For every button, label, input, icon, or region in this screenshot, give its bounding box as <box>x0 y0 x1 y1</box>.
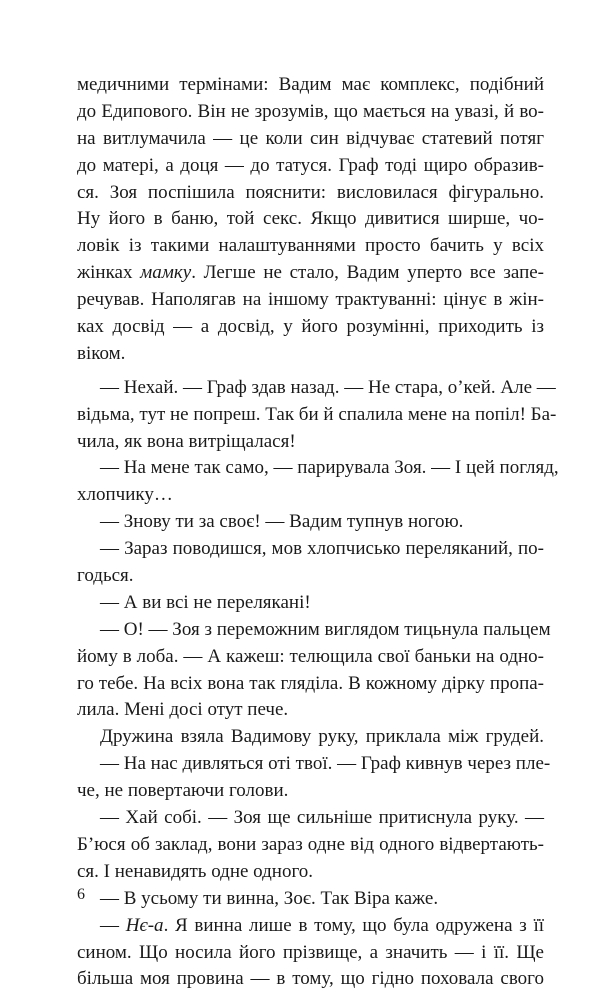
text-line: віком. <box>77 342 126 364</box>
text-line: ках досвід — а досвід, у його розумінні, приходить із <box>77 316 544 338</box>
text-line <box>77 233 544 260</box>
text-line: до Едипового. Він не зрозумів, що мається на увазі, й во- <box>77 100 544 122</box>
text-line <box>77 913 544 940</box>
text-line: годься. <box>77 565 134 587</box>
text-line: сином. Що носила його прізвище, а значить — і її. Ще <box>77 941 544 963</box>
text-line: — А ви всі не перелякані! <box>100 591 311 613</box>
text-line: чила, як вона витріщалася! <box>77 430 296 452</box>
text-run: ловік із такими налаштуваннями просто бачить у всіх <box>77 235 544 257</box>
emphasis-text: Нє-а <box>125 914 164 936</box>
text-run: . Я винна лише в тому, що була одружена з її <box>163 914 545 936</box>
text-run: . Легше не стало, Вадим уперто все запе- <box>191 262 545 284</box>
text-line: — Хай собі. — Зоя ще сильніше притиснула руку. — <box>100 807 544 829</box>
body-text <box>77 72 559 993</box>
text-line: Б’юся об заклад, вони зараз одне від одного відвертають- <box>77 833 544 855</box>
text-line: — На мене так само, — парирувала Зоя. — І цей погляд, <box>100 457 559 479</box>
text-line: че, не повертаючи голови. <box>77 780 289 802</box>
text-line: — О! — Зоя з переможним виглядом тицьнула пальцем <box>100 618 551 640</box>
text-line: до матері, а доця — до татуся. Граф тоді щиро образив- <box>77 154 544 176</box>
text-line: — Нехай. — Граф здав назад. — Не стара, о’кей. Але — <box>100 376 556 398</box>
text-line: на витлумачила — це коли син відчуває статевий потяг <box>77 127 544 149</box>
text-line: ся. Зоя поспішила пояснити: висловилася фігурально. <box>77 181 544 203</box>
text-line: хлопчику… <box>77 484 173 506</box>
text-line: го тебе. На всіх вона так глядiла. В кожному дірку пропа- <box>77 672 544 694</box>
text-line: — На нас дивляться оті твої. — Граф кивнув через пле- <box>100 753 551 775</box>
text-line: йому в лоба. — А кажеш: телющила свої баньки на одно- <box>77 645 544 667</box>
text-line: Ну його в баню, той секс. Якщо дивитися ширше, чо- <box>77 208 544 230</box>
text-line: більша моя провина — в тому, що гідно поховала свого <box>77 968 544 990</box>
text-run: — <box>100 914 126 936</box>
text-line: ся. І ненавидять одне одного. <box>77 860 314 882</box>
page-number: 6 <box>77 886 85 903</box>
text-line: — В усьому ти винна, Зоє. Так Віра каже. <box>100 887 439 909</box>
text-line: — Знову ти за своє! — Вадим тупнув ногою. <box>100 511 464 533</box>
text-line: Дружина взяла Вадимову руку, приклала між грудей. <box>100 726 544 748</box>
text-line: речував. Наполягав на іншому трактуванні: цінує в жін- <box>77 289 544 311</box>
text-line: лила. Мені досі отут пече. <box>77 699 289 721</box>
text-run: жінках <box>77 262 141 284</box>
text-line: медичними термінами: Вадим має комплекс, подібний <box>77 74 544 95</box>
text-line <box>77 260 544 287</box>
text-line: відьма, тут не попреш. Так би й спалила мене на попіл! Ба- <box>77 403 557 425</box>
emphasis-text: мамку <box>140 262 192 284</box>
text-line: — Зараз поводишся, мов хлопчисько переляканий, по- <box>100 538 544 560</box>
